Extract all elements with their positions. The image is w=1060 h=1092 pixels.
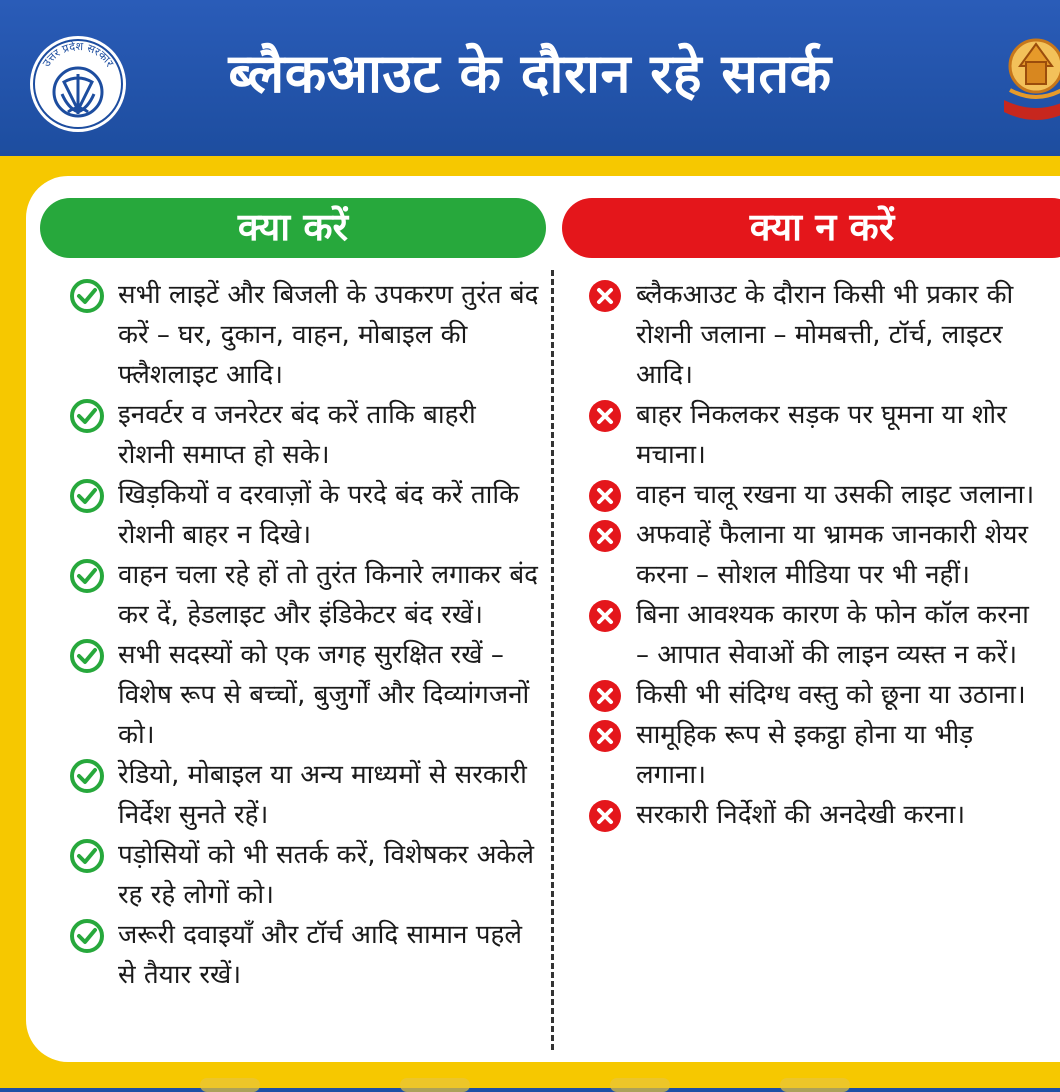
do-item: [70, 275, 540, 395]
dont-item-text: बिना आवश्यक कारण के फोन कॉल करना – आपात सेवाओं की लाइन व्यस्त न करें।: [636, 600, 1029, 670]
dont-item: [588, 595, 1048, 675]
check-circle-icon: [70, 759, 104, 793]
do-item: [70, 635, 540, 755]
bottom-strip: [0, 1062, 1060, 1088]
check-circle-icon: [70, 479, 104, 513]
do-item: [70, 555, 540, 635]
do-item-text: सभी सदस्यों को एक जगह सुरक्षित रखें – विशेष रूप से बच्चों, बुजुर्गों और दिव्यांगजनों को।: [118, 640, 530, 750]
dont-item-text: वाहन चालू रखना या उसकी लाइट जलाना।: [636, 480, 1035, 510]
do-item-text: खिड़कियों व दरवाज़ों के परदे बंद करें ताकि रोशनी बाहर न दिखे।: [118, 480, 520, 550]
dont-item: [588, 395, 1048, 475]
emblem-text: उत्तर प्रदेश सरकार: [39, 39, 117, 70]
dont-item: [588, 475, 1048, 515]
dont-item: [588, 275, 1048, 395]
dont-item-text: बाहर निकलकर सड़क पर घूमना या शोर मचाना।: [636, 400, 1007, 470]
dont-item: [588, 515, 1048, 595]
do-item: [70, 475, 540, 555]
do-item: [70, 395, 540, 475]
dont-item-text: अफवाहें फैलाना या भ्रामक जानकारी शेयर करना – सोशल मीडिया पर भी नहीं।: [636, 520, 1029, 590]
check-circle-icon: [70, 919, 104, 953]
dont-item: [588, 675, 1048, 715]
dont-item: [588, 795, 1048, 835]
check-circle-icon: [70, 559, 104, 593]
do-heading: क्या करें: [40, 198, 546, 258]
x-circle-icon: [588, 799, 622, 833]
do-item-text: वाहन चला रहे हों तो तुरंत किनारे लगाकर बंद कर दें, हेडलाइट और इंडिकेटर बंद रखें।: [118, 560, 538, 630]
check-circle-icon: [70, 399, 104, 433]
x-circle-icon: [588, 679, 622, 713]
do-item-text: पड़ोसियों को भी सतर्क करें, विशेषकर अकेले रह रहे लोगों को।: [118, 840, 535, 910]
dont-heading: क्या न करें: [562, 198, 1060, 258]
dont-item-text: किसी भी संदिग्ध वस्तु को छूना या उठाना।: [636, 680, 1026, 710]
civil-defence-emblem-icon: [990, 30, 1060, 130]
up-government-emblem-icon: [28, 34, 128, 134]
x-circle-icon: [588, 599, 622, 633]
do-item-text: इनवर्टर व जनरेटर बंद करें ताकि बाहरी रोशनी समाप्त हो सके।: [118, 400, 476, 470]
header-banner: [0, 0, 1060, 156]
do-item: [70, 835, 540, 915]
column-divider: [551, 270, 554, 1050]
do-list: [70, 275, 540, 995]
do-item-text: सभी लाइटें और बिजली के उपकरण तुरंत बंद करें – घर, दुकान, वाहन, मोबाइल की फ्लैशलाइट आदि।: [118, 280, 539, 390]
dont-item-text: ब्लैकआउट के दौरान किसी भी प्रकार की रोशनी जलाना – मोमबत्ती, टॉर्च, लाइटर आदि।: [636, 280, 1014, 390]
dont-item-text: सरकारी निर्देशों की अनदेखी करना।: [636, 800, 966, 830]
x-circle-icon: [588, 519, 622, 553]
do-item-text: जरूरी दवाइयाँ और टॉर्च आदि सामान पहले से तैयार रखें।: [118, 920, 522, 990]
x-circle-icon: [588, 399, 622, 433]
page-title: ब्लैकआउट के दौरान रहे सतर्क: [228, 42, 832, 105]
check-circle-icon: [70, 639, 104, 673]
do-item: [70, 755, 540, 835]
check-circle-icon: [70, 279, 104, 313]
x-circle-icon: [588, 479, 622, 513]
do-item-text: रेडियो, मोबाइल या अन्य माध्यमों से सरकारी निर्देश सुनते रहें।: [118, 760, 527, 830]
do-item: [70, 915, 540, 995]
check-circle-icon: [70, 839, 104, 873]
dont-item: [588, 715, 1048, 795]
x-circle-icon: [588, 719, 622, 753]
dont-list: [588, 275, 1048, 835]
x-circle-icon: [588, 279, 622, 313]
dont-item-text: सामूहिक रूप से इकट्ठा होना या भीड़ लगाना।: [636, 720, 974, 790]
